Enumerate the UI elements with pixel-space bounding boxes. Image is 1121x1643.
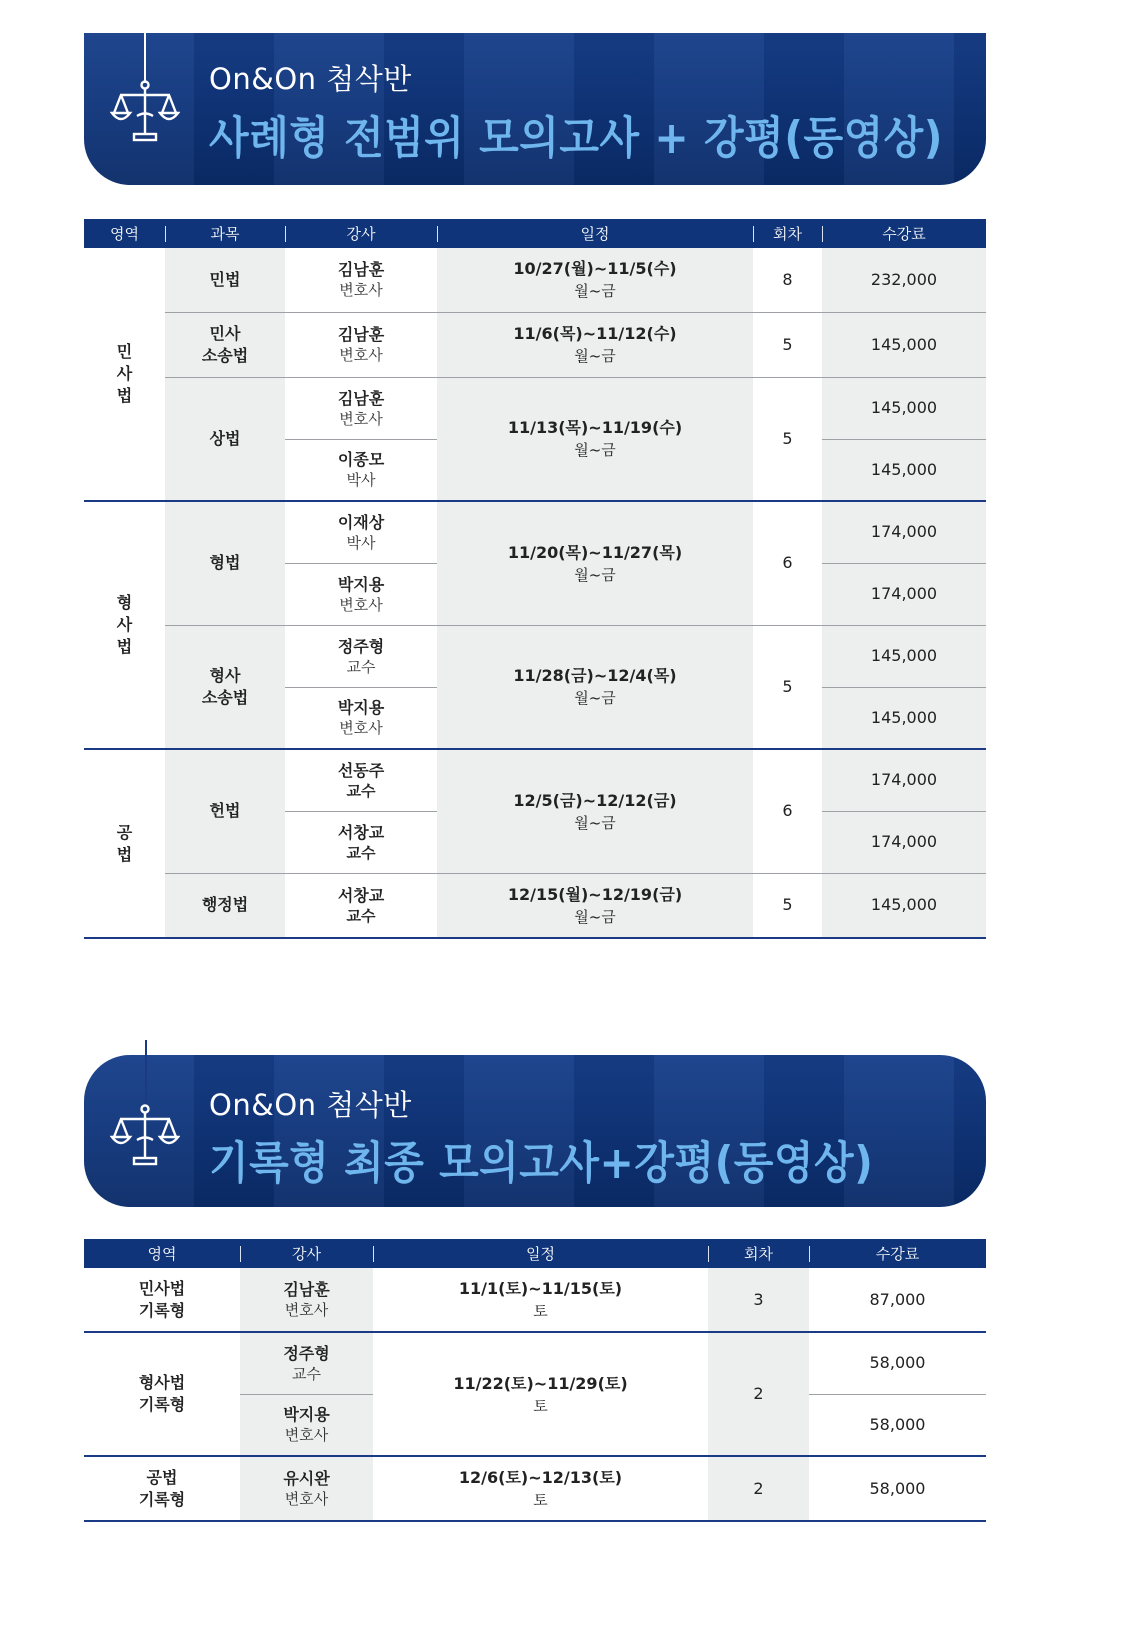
lecturer-title: 변호사 xyxy=(339,409,383,428)
schedule-cell xyxy=(437,625,753,749)
lecturer-title: 교수 xyxy=(346,906,376,925)
lecturer-cell xyxy=(285,749,437,811)
sessions-cell: 6 xyxy=(753,749,822,873)
lecturer-name: 정주형 xyxy=(283,1343,330,1363)
header-lecturer: 강사 xyxy=(285,219,437,248)
lecturer-title: 변호사 xyxy=(339,281,383,300)
lecturer-cell xyxy=(240,1394,373,1456)
date-range: 12/6(토)~12/13(토) xyxy=(458,1468,623,1487)
subject-cell: 형사 소송법 xyxy=(165,625,285,749)
section2-schedule-table xyxy=(84,1239,986,1522)
table-row xyxy=(84,1332,986,1394)
sessions-cell: 5 xyxy=(753,377,822,501)
table-row xyxy=(84,501,986,563)
fee-cell: 87,000 xyxy=(809,1268,986,1332)
table-header-row xyxy=(84,1239,986,1268)
table-row xyxy=(84,1268,986,1332)
subject-cell: 민법 xyxy=(165,248,285,312)
fee-cell: 145,000 xyxy=(822,439,986,501)
weekdays: 토 xyxy=(533,1302,548,1320)
subject-cell: 민사 소송법 xyxy=(165,312,285,377)
lecturer-title: 교수 xyxy=(346,657,376,676)
fee-cell: 145,000 xyxy=(822,873,986,938)
date-range: 11/6(목)~11/12(수) xyxy=(513,324,677,343)
lecturer-cell xyxy=(240,1332,373,1394)
schedule-cell xyxy=(373,1332,708,1456)
lecturer-title: 교수 xyxy=(346,781,376,800)
sessions-cell: 5 xyxy=(753,312,822,377)
sessions-cell: 5 xyxy=(753,625,822,749)
section1-banner xyxy=(84,33,986,185)
table-row xyxy=(84,873,986,938)
sessions-cell: 3 xyxy=(708,1268,809,1332)
lecturer-name: 박지용 xyxy=(283,1405,330,1425)
fee-cell: 145,000 xyxy=(822,312,986,377)
lecturer-cell xyxy=(285,312,437,377)
lecturer-name: 김남훈 xyxy=(337,260,385,280)
section1-title: 사례형 전범위 모의고사 + 강평(동영상) xyxy=(209,111,944,164)
fee-cell: 145,000 xyxy=(822,625,986,687)
weekdays: 토 xyxy=(533,1396,548,1415)
header-fee: 수강료 xyxy=(822,219,986,248)
weekdays: 월~금 xyxy=(574,907,616,926)
fee-cell: 174,000 xyxy=(822,749,986,811)
schedule-cell xyxy=(437,248,753,312)
date-range: 10/27(월)~11/5(수) xyxy=(513,259,677,279)
lecturer-cell xyxy=(285,873,437,938)
lecturer-cell xyxy=(285,563,437,625)
header-sessions: 회차 xyxy=(708,1239,809,1268)
fee-cell: 145,000 xyxy=(822,687,986,749)
lecturer-title: 변호사 xyxy=(339,719,383,738)
weekdays: 월~금 xyxy=(574,689,616,708)
weekdays: 토 xyxy=(533,1491,548,1509)
lecturer-cell xyxy=(285,248,437,312)
area-cell: 형사법 기록형 xyxy=(84,1332,240,1456)
lecturer-name: 유시완 xyxy=(283,1469,330,1488)
section2-banner xyxy=(84,1055,986,1207)
date-range: 11/13(목)~11/19(수) xyxy=(507,418,683,438)
table-row xyxy=(84,312,986,377)
lecturer-title: 변호사 xyxy=(284,1490,329,1508)
lecturer-name: 선동주 xyxy=(337,760,385,780)
header-schedule: 일정 xyxy=(373,1239,708,1268)
schedule-cell xyxy=(373,1456,708,1521)
header-area: 영역 xyxy=(84,219,165,248)
section1-subtitle: On&On 첨삭반 xyxy=(209,62,412,96)
lecturer-name: 이재상 xyxy=(337,512,385,532)
table-row xyxy=(84,377,986,439)
fee-cell: 58,000 xyxy=(809,1456,986,1521)
table-row xyxy=(84,248,986,312)
schedule-cell xyxy=(437,377,753,501)
lecturer-cell xyxy=(240,1268,373,1332)
date-range: 12/15(월)~12/19(금) xyxy=(507,884,683,904)
balance-scale-icon xyxy=(110,1103,180,1167)
header-sessions: 회차 xyxy=(753,219,822,248)
table-row xyxy=(84,625,986,687)
lecturer-title: 변호사 xyxy=(339,346,383,364)
lecturer-name: 정주형 xyxy=(337,636,385,656)
fee-cell: 145,000 xyxy=(822,377,986,439)
area-cell: 민사법 기록형 xyxy=(84,1268,240,1332)
date-range: 12/5(금)~12/12(금) xyxy=(513,790,677,810)
fee-cell: 174,000 xyxy=(822,811,986,873)
schedule-cell xyxy=(437,312,753,377)
lecturer-name: 김남훈 xyxy=(283,1280,330,1299)
balance-scale-icon xyxy=(110,79,180,143)
header-area: 영역 xyxy=(84,1239,240,1268)
sessions-cell: 8 xyxy=(753,248,822,312)
schedule-cell xyxy=(437,501,753,625)
lecturer-title: 교수 xyxy=(292,1364,321,1383)
schedule-cell xyxy=(437,749,753,873)
lecturer-title: 변호사 xyxy=(284,1426,329,1445)
subject-cell: 상법 xyxy=(165,377,285,501)
section1-schedule-table xyxy=(84,219,986,939)
table-header-row xyxy=(84,219,986,248)
subject-cell: 헌법 xyxy=(165,749,285,873)
weekdays: 월~금 xyxy=(574,282,616,301)
fee-cell: 58,000 xyxy=(809,1394,986,1456)
lecturer-title: 교수 xyxy=(346,843,376,862)
subject-cell: 형법 xyxy=(165,501,285,625)
schedule-cell xyxy=(373,1268,708,1332)
sessions-cell: 2 xyxy=(708,1332,809,1456)
lecturer-name: 김남훈 xyxy=(337,325,385,344)
fee-cell: 232,000 xyxy=(822,248,986,312)
lecturer-title: 박사 xyxy=(346,471,376,490)
lecturer-cell xyxy=(285,439,437,501)
lecturer-cell xyxy=(285,377,437,439)
fee-cell: 58,000 xyxy=(809,1332,986,1394)
schedule-cell xyxy=(437,873,753,938)
weekdays: 월~금 xyxy=(574,347,616,365)
lecturer-title: 변호사 xyxy=(339,595,383,614)
section2-title: 기록형 최종 모의고사+강평(동영상) xyxy=(209,1136,874,1189)
lecturer-cell xyxy=(285,501,437,563)
hanging-line xyxy=(145,1040,147,1104)
lecturer-name: 서창교 xyxy=(337,822,385,842)
lecturer-name: 김남훈 xyxy=(337,388,385,408)
lecturer-cell xyxy=(285,687,437,749)
area-cell: 공법 기록형 xyxy=(84,1456,240,1521)
lecturer-name: 박지용 xyxy=(337,574,385,594)
date-range: 11/28(금)~12/4(목) xyxy=(513,666,677,686)
area-public: 공 법 xyxy=(84,749,165,938)
lecturer-cell xyxy=(240,1456,373,1521)
lecturer-title: 변호사 xyxy=(284,1301,329,1319)
fee-cell: 174,000 xyxy=(822,501,986,563)
lecturer-cell xyxy=(285,811,437,873)
sessions-cell: 5 xyxy=(753,873,822,938)
fee-cell: 174,000 xyxy=(822,563,986,625)
lecturer-name: 박지용 xyxy=(337,698,385,718)
date-range: 11/1(토)~11/15(토) xyxy=(458,1279,623,1298)
header-fee: 수강료 xyxy=(809,1239,986,1268)
lecturer-name: 서창교 xyxy=(337,885,385,905)
date-range: 11/22(토)~11/29(토) xyxy=(453,1373,628,1393)
table-row xyxy=(84,749,986,811)
hanging-line xyxy=(144,33,146,83)
section2-subtitle: On&On 첨삭반 xyxy=(209,1088,412,1122)
area-civil: 민 사 법 xyxy=(84,248,165,501)
table-row xyxy=(84,1456,986,1521)
lecturer-title: 박사 xyxy=(346,533,376,552)
sessions-cell: 2 xyxy=(708,1456,809,1521)
weekdays: 월~금 xyxy=(574,441,616,460)
sessions-cell: 6 xyxy=(753,501,822,625)
header-subject: 과목 xyxy=(165,219,285,248)
lecturer-name: 이종모 xyxy=(337,450,385,470)
weekdays: 월~금 xyxy=(574,565,616,584)
lecturer-cell xyxy=(285,625,437,687)
subject-cell: 행정법 xyxy=(165,873,285,938)
date-range: 11/20(목)~11/27(목) xyxy=(507,542,683,562)
weekdays: 월~금 xyxy=(574,813,616,832)
header-schedule: 일정 xyxy=(437,219,753,248)
header-lecturer: 강사 xyxy=(240,1239,373,1268)
area-criminal: 형 사 법 xyxy=(84,501,165,749)
